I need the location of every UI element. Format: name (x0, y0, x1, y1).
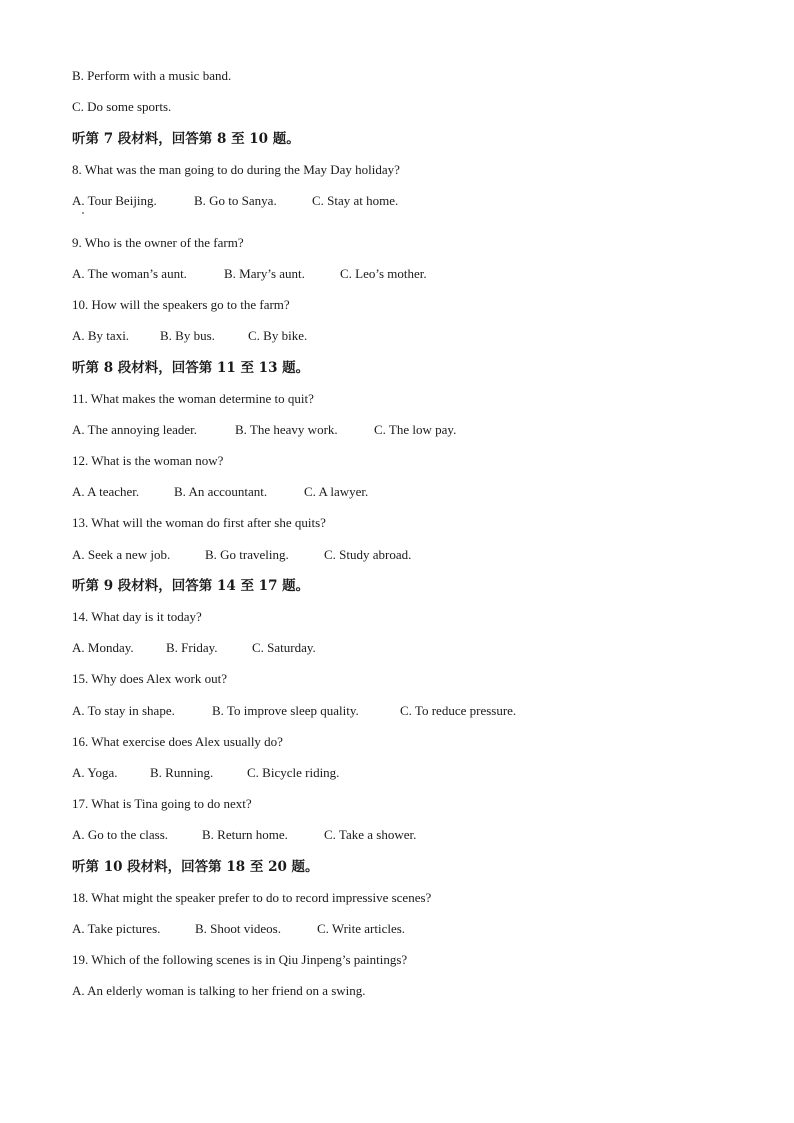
option-b: B. Mary’s aunt. (224, 266, 305, 281)
option-a: A. Tour Beijing. (72, 193, 157, 208)
stray-dot (82, 212, 84, 214)
option-c: C. Take a shower. (324, 827, 417, 842)
question-text: 14. What day is it today? (72, 609, 202, 624)
question-text: 16. What exercise does Alex usually do? (72, 734, 283, 749)
option-c: C. The low pay. (374, 422, 457, 437)
question-text: 8. What was the man going to do during the May Day holiday? (72, 162, 400, 177)
section-heading: 听第 7 段材料，回答第 8 至 10 题。 (72, 131, 300, 147)
option-c: C. Stay at home. (312, 193, 399, 208)
option-b: B. The heavy work. (235, 422, 338, 437)
question-text: 10. How will the speakers go to the farm? (72, 297, 290, 312)
option-c: C. Leo’s mother. (340, 266, 427, 281)
option-c: C. Saturday. (252, 640, 316, 655)
option-c: C. Write articles. (317, 921, 406, 936)
answer-option-line: B. Perform with a music band. (72, 68, 232, 83)
option-a: A. Yoga. (72, 765, 118, 780)
option-b: B. An accountant. (174, 484, 268, 499)
section-heading: 听第 10 段材料，回答第 18 至 20 题。 (72, 859, 319, 875)
question-text: 15. Why does Alex work out? (72, 671, 228, 686)
option-a: A. Take pictures. (72, 921, 161, 936)
option-c: C. To reduce pressure. (400, 703, 517, 718)
section-heading: 听第 8 段材料，回答第 11 至 13 题。 (72, 360, 310, 376)
option-b: B. Go traveling. (205, 547, 289, 562)
option-b: B. Go to Sanya. (194, 193, 277, 208)
option-a: A. The annoying leader. (72, 422, 198, 437)
option-b: B. Running. (150, 765, 214, 780)
option-c: C. By bike. (248, 328, 308, 343)
option-a: A. To stay in shape. (72, 703, 175, 718)
option-c: C. Study abroad. (324, 547, 412, 562)
option-c: C. A lawyer. (304, 484, 369, 499)
answer-option-line: A. An elderly woman is talking to her friend on a swing. (72, 983, 366, 998)
option-a: A. Monday. (72, 640, 134, 655)
option-a: A. Seek a new job. (72, 547, 171, 562)
question-text: 19. Which of the following scenes is in Qiu Jinpeng’s paintings? (72, 952, 408, 967)
question-text: 18. What might the speaker prefer to do to record impressive scenes? (72, 890, 432, 905)
option-b: B. By bus. (160, 328, 215, 343)
option-c: C. Bicycle riding. (247, 765, 340, 780)
question-text: 12. What is the woman now? (72, 453, 224, 468)
section-heading: 听第 9 段材料，回答第 14 至 17 题。 (72, 578, 310, 594)
question-text: 11. What makes the woman determine to quit? (72, 391, 314, 406)
option-a: A. Go to the class. (72, 827, 169, 842)
answer-option-line: C. Do some sports. (72, 99, 172, 114)
option-b: B. Friday. (166, 640, 218, 655)
option-a: A. By taxi. (72, 328, 130, 343)
option-b: B. Return home. (202, 827, 288, 842)
option-a: A. A teacher. (72, 484, 140, 499)
question-text: 17. What is Tina going to do next? (72, 796, 252, 811)
option-a: A. The woman’s aunt. (72, 266, 187, 281)
option-b: B. Shoot videos. (195, 921, 281, 936)
question-text: 13. What will the woman do first after she quits? (72, 515, 326, 530)
question-text: 9. Who is the owner of the farm? (72, 235, 244, 250)
option-b: B. To improve sleep quality. (212, 703, 359, 718)
